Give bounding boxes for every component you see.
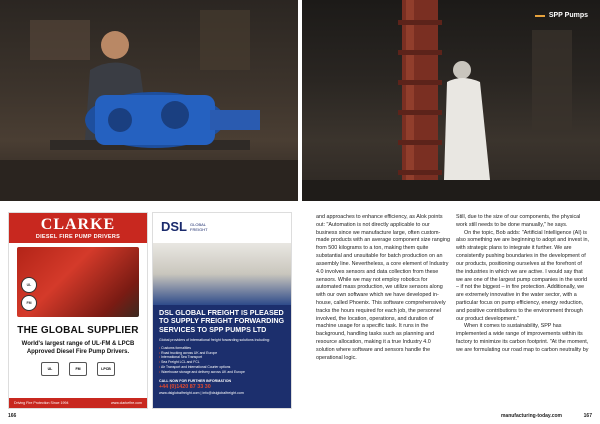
article-column-1 <box>316 214 450 362</box>
dsl-logo-sub: GLOBAL FREIGHT <box>190 221 208 232</box>
page-number-right: 167 <box>583 413 592 419</box>
clarke-footer-slogan: Driving Fire Protection Since 1994 <box>14 401 69 405</box>
dsl-info-panel <box>153 305 291 408</box>
photo-worker-pump <box>0 0 298 201</box>
dsl-freight-image <box>153 243 291 305</box>
section-tag-bar <box>535 15 545 17</box>
photo-pump-column <box>302 0 600 201</box>
clarke-cert-logos <box>9 362 147 376</box>
page-number-left: 166 <box>8 413 17 419</box>
dsl-advert[interactable] <box>152 212 292 409</box>
clarke-description <box>9 341 147 356</box>
clarke-tagline: DIESEL FIRE PUMP DRIVERS <box>35 234 121 240</box>
article-column-2 <box>456 214 590 355</box>
clarke-engine-image <box>17 247 139 317</box>
dsl-service-item: • Customs formalities <box>159 346 285 351</box>
dsl-service-item: • Air Transport and international Courier options <box>159 365 285 370</box>
article-paragraph: When it comes to sustainability, SPP has implemented a wide range of improvements within its factory to minimize its carbon footprint. "At the moment, we are formulating our road map to carbon neutrality by <box>456 323 589 353</box>
ul-badge: UL <box>21 277 37 293</box>
clarke-footer <box>9 398 147 408</box>
pump-column-illustration <box>302 0 600 201</box>
article-paragraph: On the topic, Bob adds: "Artificial Intelligence (AI) is also something we are beginning to adopt and invest in, with strategic plans to integrate it further. We are consistently pushing boundaries in the development of our products, positioning ourselves at the forefront of the industries in which we are active. I would say that we are one of the largest pump companies in the world – if not the biggest – in fire protection. Additionally, we are extremely innovative in the water sector, with a particular focus on pump efficiency, energy reduction, and positive contributions to the environment through our product development." <box>456 229 590 322</box>
article-paragraph: Still, due to the size of our components, the physical work still needs to be done manually," he says. <box>456 214 581 228</box>
site-url[interactable]: manufacturing-today.com <box>500 413 562 419</box>
dsl-service-item: • International Sea Transport <box>159 355 285 360</box>
article-paragraph: and approaches to enhance efficiency, as Alok points out: "Automation is not directly applicable to our business since we manufacture large, often custom-made products with an average component size ranging from 500 kilograms to a ton, making them quite substantial and unsuitable for batch production on an assembly line. Nevertheless, a core element of Industry 4.0 involves sensors and data collection from these sensors. While we may not employ robotics for automated mass production, we utilize sensors along with our own software which we have developed in-house, called Phoenix. This software comprehensively tracks the hours required for each job, the personnel involved, the location, operations, and duration of machine usage for a specific task. It runs in the background, handling tasks such as planning and resource allocation, making it a true Industry 4.0 solution where software and sensors handle the operational logic. <box>316 214 450 361</box>
clarke-logo: CLARKE <box>40 216 116 233</box>
dsl-logo <box>153 213 291 234</box>
fm-logo: FM <box>69 362 87 376</box>
clarke-description-line1: World's largest range of UL-FM & LPCB <box>21 341 135 347</box>
dsl-intro: Global providers of international freight forwarding solutions including: <box>159 338 270 343</box>
dsl-service-item: • Sea Freight LCL and FCL <box>159 360 285 365</box>
dsl-logo-mark: DSL <box>161 219 187 234</box>
clarke-header <box>9 213 147 243</box>
clarke-description-line2: Approved Diesel Fire Pump Drivers. <box>26 348 130 355</box>
dsl-service-item: • Warehouse storage and delivery across UK and Europe <box>159 370 285 375</box>
section-tag <box>535 12 588 19</box>
lpcb-logo: LPCB <box>97 362 115 376</box>
worker-pump-illustration <box>0 0 298 201</box>
dsl-web-link[interactable]: www.dslglobalfreight.com | info@dslglobalfreight.com <box>159 390 244 395</box>
dsl-phone[interactable]: +44 (0)1420 87 33 30 <box>159 383 211 390</box>
clarke-headline: THE GLOBAL SUPPLIER <box>17 325 139 336</box>
fm-badge: FM <box>21 295 37 311</box>
clarke-footer-url[interactable]: www.clarkefire.com <box>111 401 142 405</box>
ul-logo: UL <box>41 362 59 376</box>
dsl-cta: CALL NOW FOR FURTHER INFORMATION <box>159 378 232 383</box>
dsl-service-item: • Road trucking across UK and Europe <box>159 351 285 356</box>
clarke-advert[interactable] <box>8 212 148 409</box>
section-tag-label: SPP Pumps <box>548 12 588 19</box>
dsl-title: DSL GLOBAL FREIGHT IS PLEASED TO SUPPLY FREIGHT FORWARDING SERVICES TO SPP PUMPS LTD <box>159 308 285 334</box>
dsl-services-list <box>159 346 285 375</box>
